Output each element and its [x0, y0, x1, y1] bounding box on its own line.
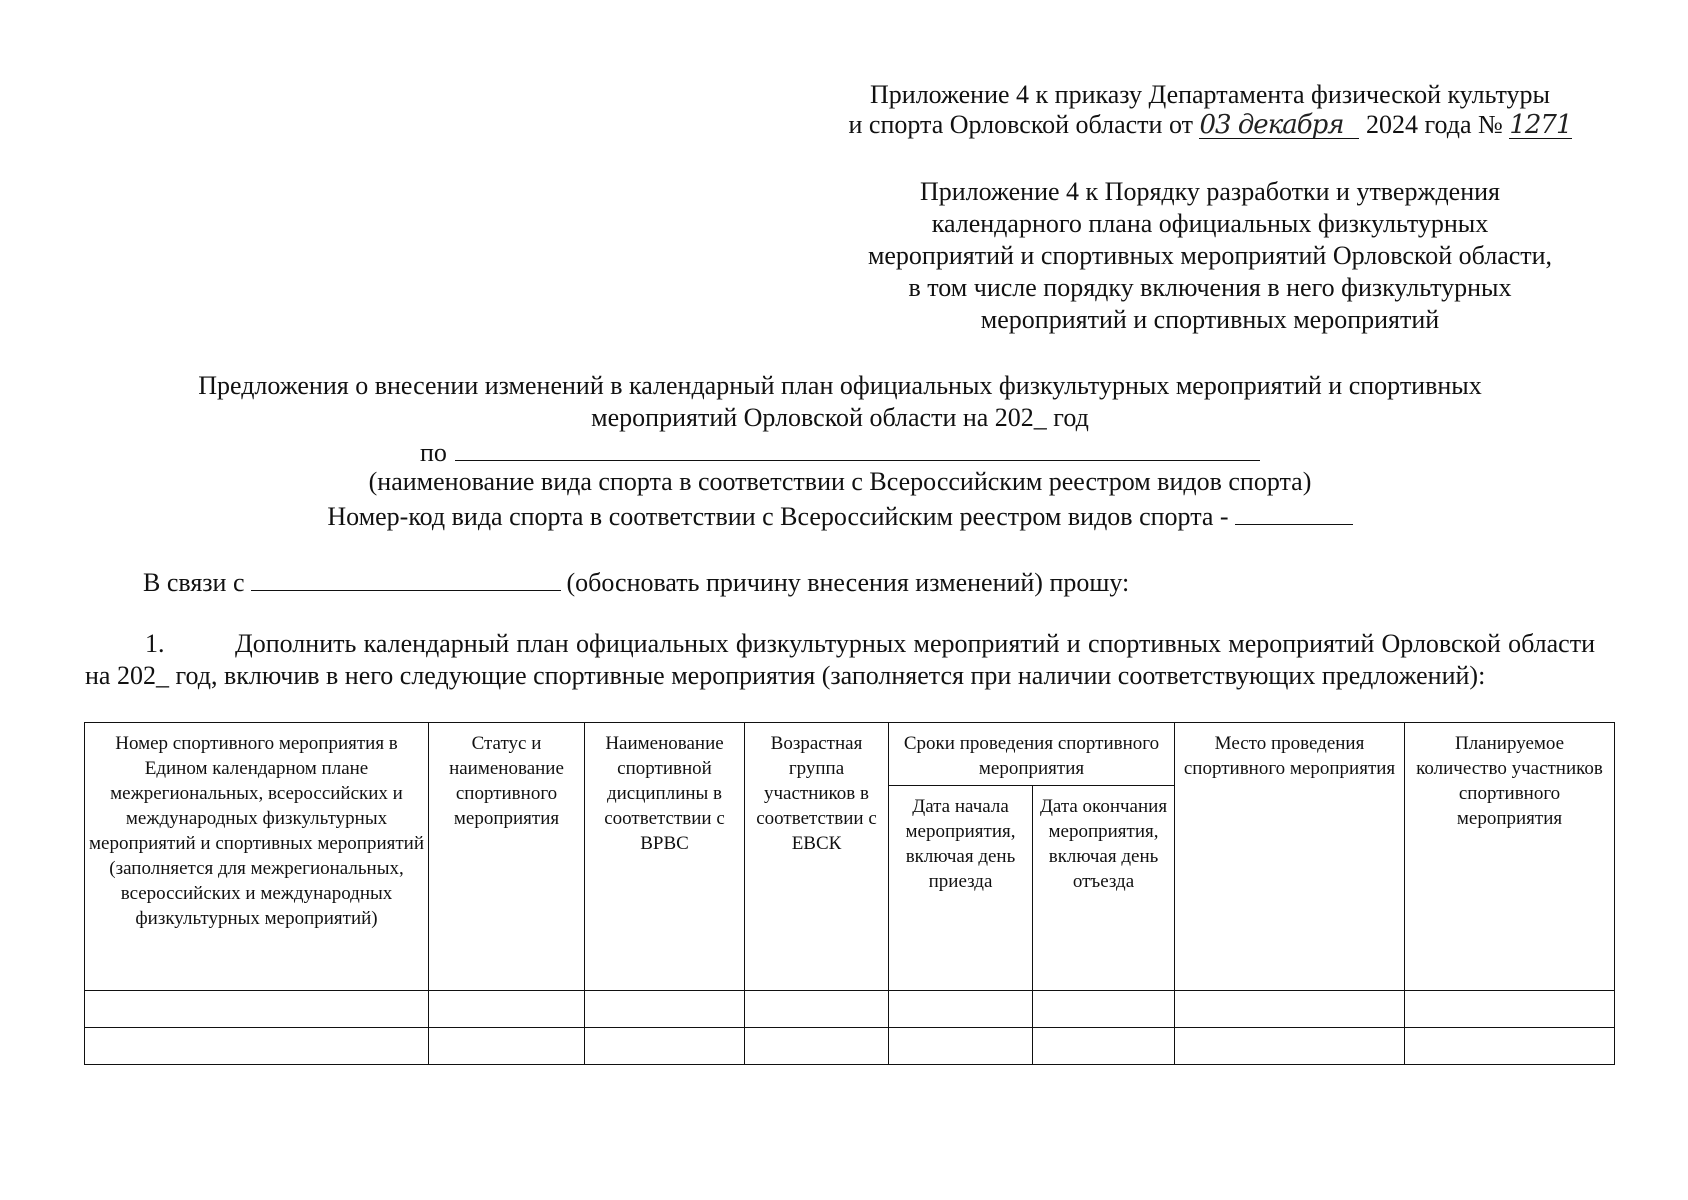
order-reference-prefix: и спорта Орловской области от: [848, 110, 1193, 139]
procedure-appendix-line-5: мероприятий и спортивных мероприятий: [980, 305, 1440, 334]
table-cell: [585, 991, 745, 1028]
procedure-appendix-header: [830, 176, 1590, 336]
col-header-start-date: Дата начала мероприятия, включая день приезда: [889, 786, 1033, 991]
sport-name-line: [420, 436, 1260, 468]
col-header-discipline: Наименование спортивной дисциплины в соответствии с ВРВС: [585, 723, 745, 991]
table-cell: [429, 1028, 585, 1065]
handwritten-date: 03 декабря: [1199, 112, 1359, 139]
table-cell: [1033, 991, 1175, 1028]
table-cell: [889, 1028, 1033, 1065]
sport-code-line: [100, 500, 1580, 533]
col-header-participants: Планируемое количество участников спортивного мероприятия: [1405, 723, 1615, 991]
table-cell: [889, 991, 1033, 1028]
document-title-line-1: Предложения о внесении изменений в календарный план официальных физкультурных мероприятий и спортивных: [198, 371, 1482, 400]
sport-name-label: по: [420, 438, 447, 467]
sport-code-blank: [1235, 500, 1353, 525]
procedure-appendix-line-3: мероприятий и спортивных мероприятий Орловской области,: [867, 241, 1553, 270]
procedure-appendix-line-1: Приложение 4 к Порядку разработки и утверждения: [919, 177, 1500, 206]
table-cell: [85, 1028, 429, 1065]
paragraph-1-text: Дополнить календарный план официальных физкультурных мероприятий и спортивных мероприятий Орловской области на 202_ год, включив в него следующие спортивные мероприятия (заполняется при наличии соответствующих предложений):: [85, 629, 1595, 690]
table-header-row-1: [85, 723, 1615, 786]
table-cell: [745, 1028, 889, 1065]
document-title: [100, 370, 1580, 434]
order-reference-year: 2024 года №: [1365, 110, 1503, 139]
table-cell: [1405, 991, 1615, 1028]
sport-name-blank: [455, 436, 1260, 461]
sport-code-label: Номер-код вида спорта в соответствии с Всероссийским реестром видов спорта -: [327, 502, 1229, 531]
events-table: [84, 722, 1615, 1065]
reason-suffix: (обосновать причину внесения изменений) прошу:: [566, 568, 1130, 597]
paragraph-1-number: 1.: [145, 629, 165, 658]
table-cell: [429, 991, 585, 1028]
table-row: [85, 1028, 1615, 1065]
handwritten-order-number: 1271: [1509, 110, 1572, 140]
paragraph-1: [85, 628, 1595, 692]
col-header-age-group: Возрастная группа участников в соответствии с ЕВСК: [745, 723, 889, 991]
procedure-appendix-line-2: календарного плана официальных физкультурных: [931, 209, 1489, 238]
reason-prefix: В связи с: [143, 568, 245, 597]
order-reference-line-2: [820, 110, 1600, 140]
col-header-status-name: Статус и наименование спортивного мероприятия: [429, 723, 585, 991]
col-header-end-date: Дата окончания мероприятия, включая день отъезда: [1033, 786, 1175, 991]
col-header-event-number: Номер спортивного мероприятия в Едином календарном плане межрегиональных, всероссийских и международных физкультурных мероприятий и спортивных мероприятий (заполняется для межрегиональных, всероссийских и международных физкультурных мероприятий): [85, 723, 429, 991]
table-cell: [1175, 991, 1405, 1028]
table-cell: [1405, 1028, 1615, 1065]
order-reference-line-1: Приложение 4 к приказу Департамента физической культуры: [870, 80, 1550, 109]
table-cell: [1033, 1028, 1175, 1065]
sport-name-caption: (наименование вида спорта в соответствии с Всероссийским реестром видов спорта): [368, 467, 1312, 496]
reason-line: [143, 566, 1129, 599]
order-reference-header: [820, 80, 1600, 140]
table-cell: [745, 991, 889, 1028]
col-header-location: Место проведения спортивного мероприятия: [1175, 723, 1405, 991]
procedure-appendix-line-4: в том числе порядку включения в него физкультурных: [908, 273, 1512, 302]
col-header-dates-group: Сроки проведения спортивного мероприятия: [889, 723, 1175, 786]
table-row: [85, 991, 1615, 1028]
document-title-line-2: мероприятий Орловской области на 202_ год: [591, 403, 1089, 432]
table-cell: [1175, 1028, 1405, 1065]
table-cell: [85, 991, 429, 1028]
table-cell: [585, 1028, 745, 1065]
reason-blank: [251, 566, 561, 591]
